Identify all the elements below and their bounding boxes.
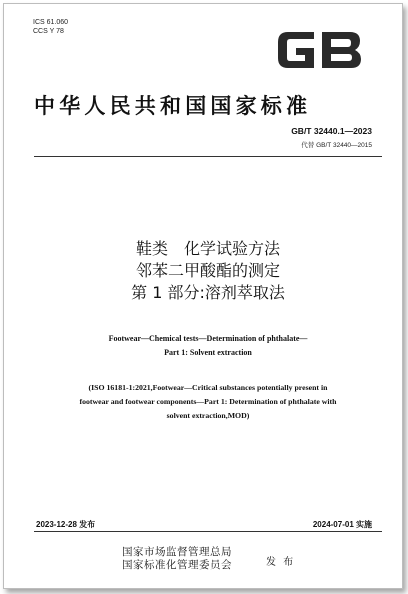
replaces-standard: 代替 GB/T 32440—2015 xyxy=(301,142,372,149)
chinese-title-line1: 鞋类 化学试验方法 xyxy=(135,239,280,258)
english-title-line1: Footwear—Chemical tests—Determination of phthalate— xyxy=(108,334,308,343)
chinese-title-line3: 第 1 部分:溶剂萃取法 xyxy=(131,283,285,302)
bottom-divider xyxy=(34,531,382,532)
issuer-samr: 国家市场监督管理总局 xyxy=(122,546,232,558)
national-standard-heading: 中华人民共和国国家标准 xyxy=(34,93,312,118)
ccs-code: CCS Y 78 xyxy=(33,28,64,35)
implementation-date: 2024-07-01 实施 xyxy=(312,520,372,529)
classification-codes xyxy=(33,18,68,36)
ics-code: ICS 61.060 xyxy=(33,19,69,26)
issuing-authorities xyxy=(122,546,232,572)
iso-reference-line2: footwear and footwear components—Part 1: Determination of phthalate with xyxy=(79,397,337,406)
publish-label: 发 布 xyxy=(266,557,296,568)
svg-text:GB: GB xyxy=(320,73,324,75)
english-title xyxy=(4,332,408,360)
gb-logo xyxy=(274,24,366,76)
english-title-line2: Part 1: Solvent extraction xyxy=(164,348,252,357)
issuer-sac: 国家标准化管理委员会 xyxy=(122,559,232,571)
iso-reference-line1: (ISO 16181-1:2021,Footwear—Critical substances potentially present in xyxy=(88,383,328,392)
iso-reference xyxy=(4,381,408,423)
chinese-title-line2: 邻苯二甲酸酯的测定 xyxy=(135,261,280,280)
iso-reference-line3: solvent extraction,MOD) xyxy=(166,411,250,420)
top-divider xyxy=(34,156,382,157)
standard-number: GB/T 32440.1—2023 xyxy=(291,126,372,136)
standard-cover-page xyxy=(3,3,403,589)
chinese-title xyxy=(4,238,408,304)
issue-date: 2023-12-28 发布 xyxy=(36,520,96,529)
